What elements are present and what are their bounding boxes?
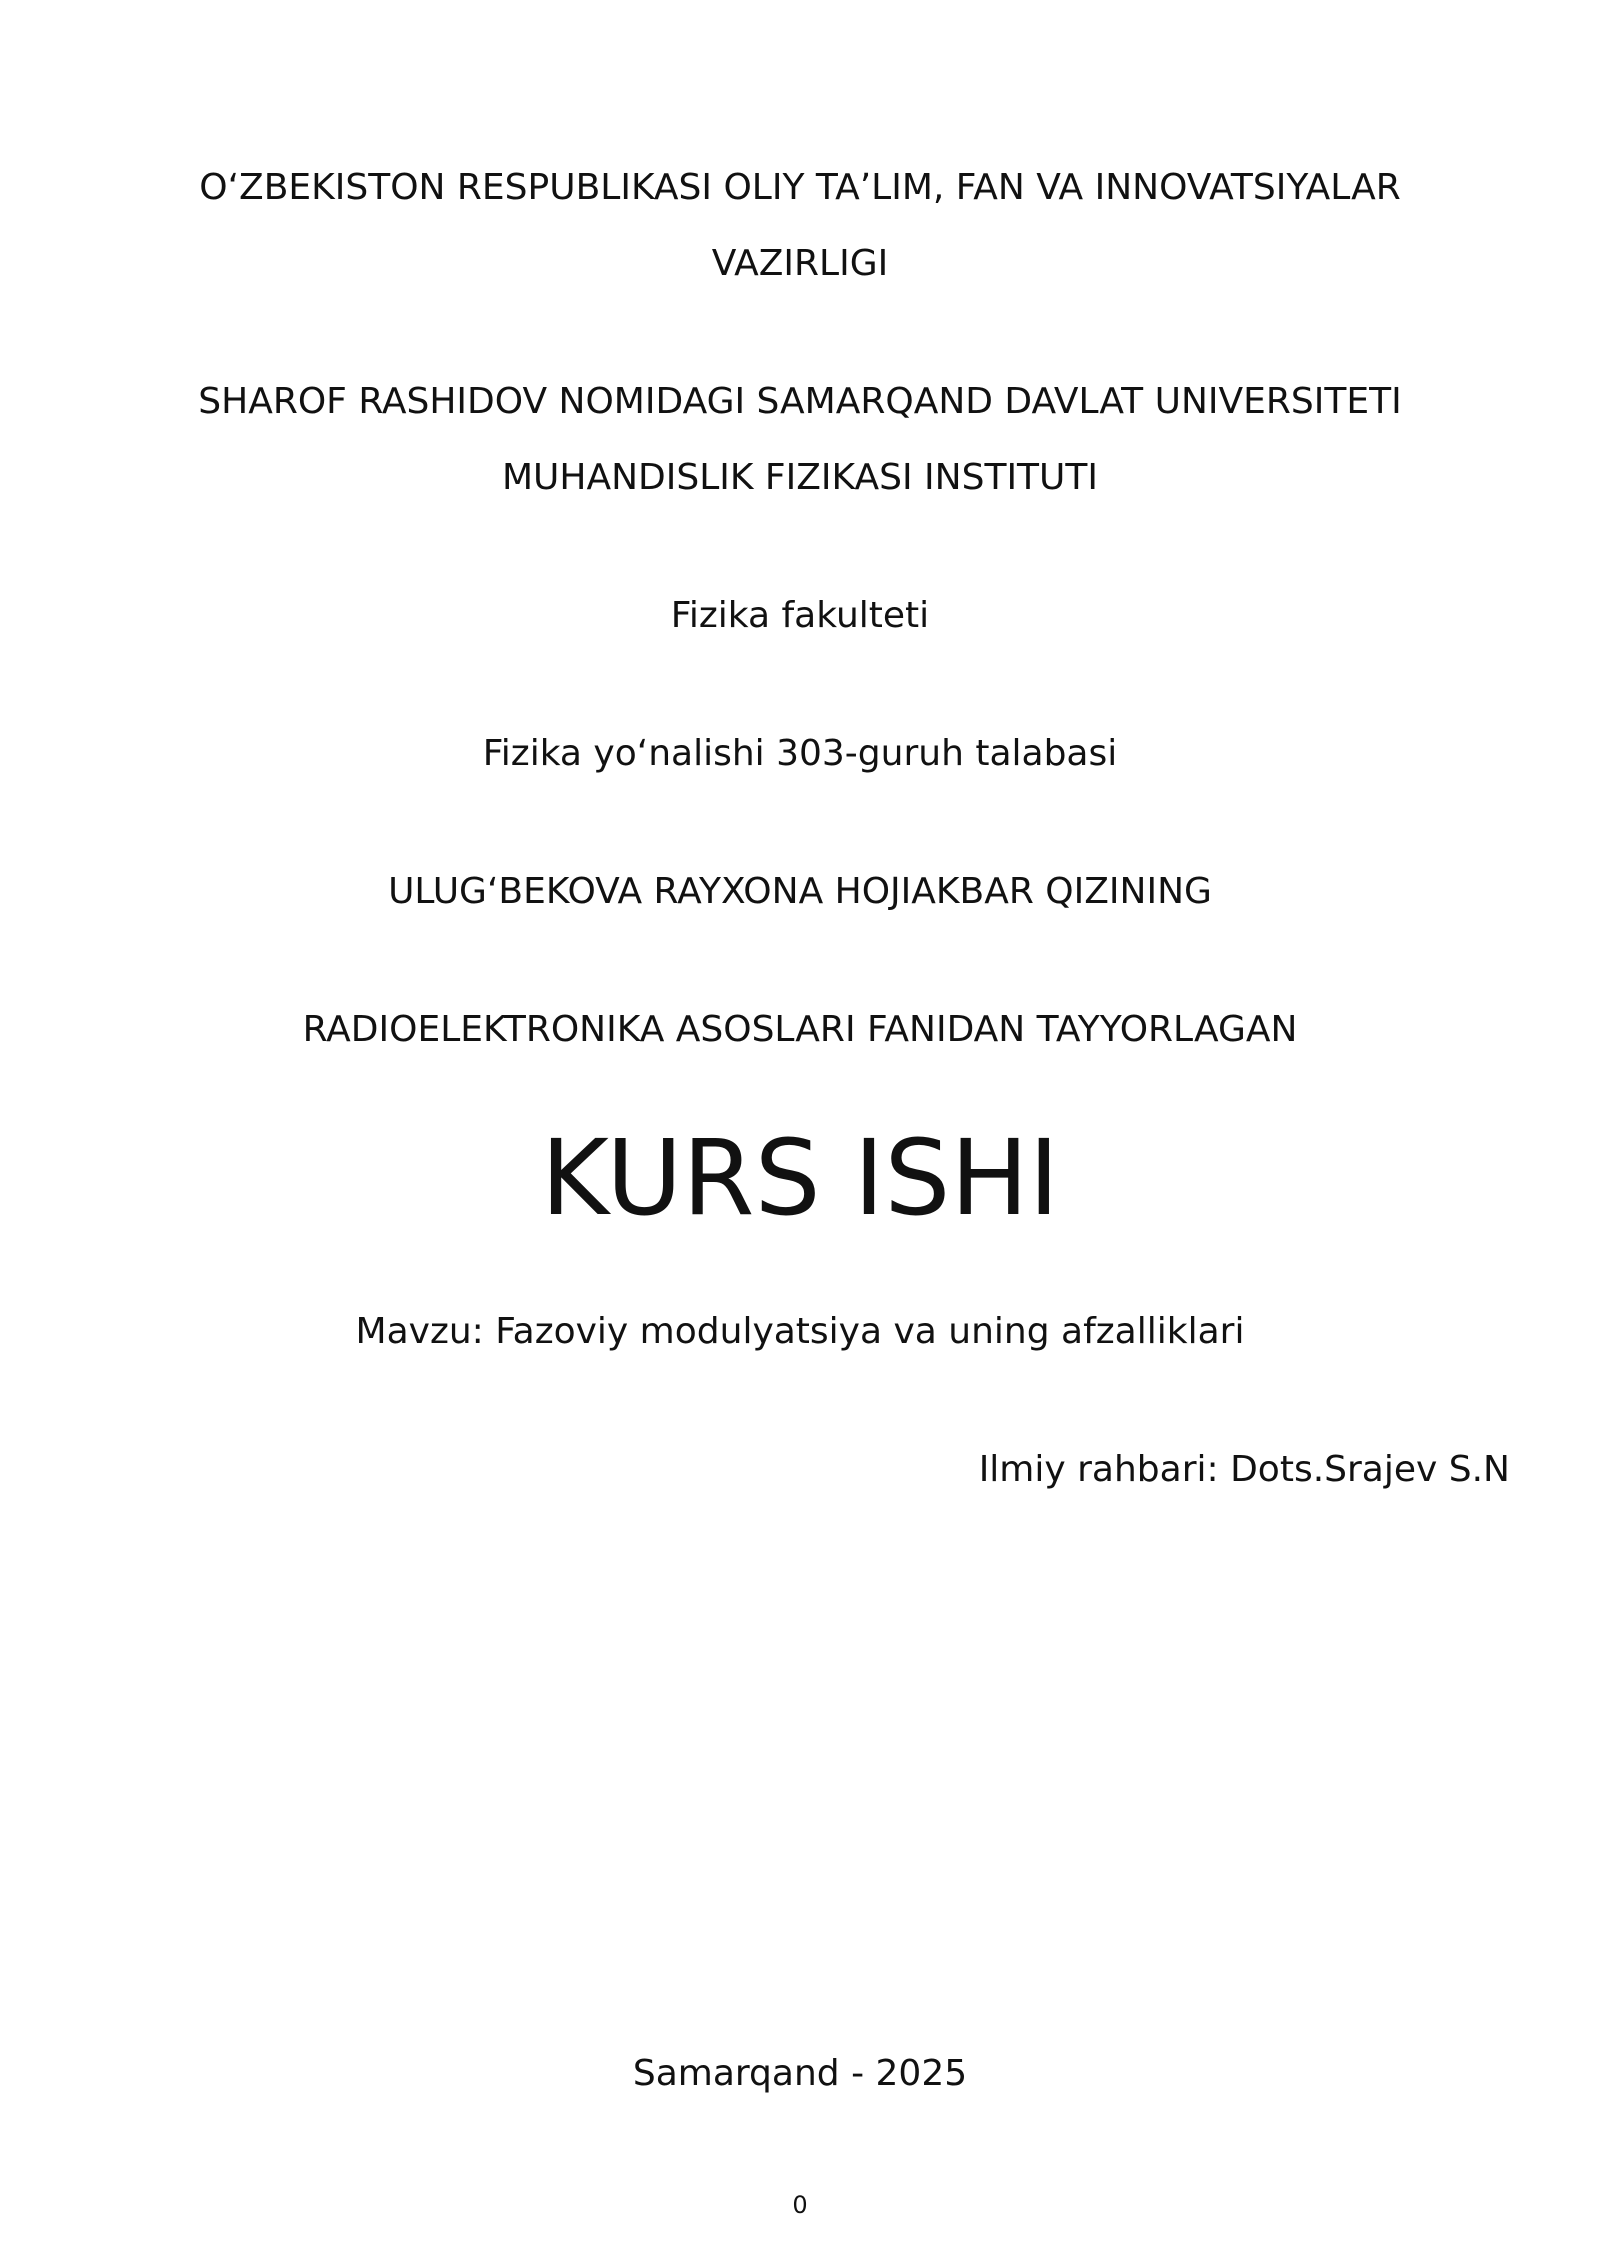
- topic-line: Mavzu: Fazoviy modulyatsiya va uning afzalliklari: [355, 1311, 1245, 1352]
- university-line-2: MUHANDISLIK FIZIKASI INSTITUTI: [501, 457, 1099, 498]
- ministry-line-1: O‘ZBEKISTON RESPUBLIKASI OLIY TA’LIM, FAN VA INNOVATSIYALAR: [199, 167, 1401, 208]
- page-number: 0: [792, 2191, 808, 2219]
- place-year: Samarqand - 2025: [632, 2053, 968, 2094]
- university-line-1: SHAROF RASHIDOV NOMIDAGI SAMARQAND DAVLAT UNIVERSITETI: [198, 381, 1402, 422]
- document-title: KURS ISHI: [540, 1117, 1060, 1239]
- subject-line: RADIOELEKTRONIKA ASOSLARI FANIDAN TAYYORLAGAN: [302, 1009, 1298, 1050]
- faculty-name: Fizika fakulteti: [670, 595, 930, 636]
- student-group: Fizika yo‘nalishi 303-guruh talabasi: [482, 733, 1118, 774]
- ministry-line-2: VAZIRLIGI: [711, 243, 889, 284]
- student-name: ULUG‘BEKOVA RAYXONA HOJIAKBAR QIZINING: [388, 871, 1212, 912]
- supervisor-line: Ilmiy rahbari: Dots.Srajev S.N: [978, 1449, 1510, 1490]
